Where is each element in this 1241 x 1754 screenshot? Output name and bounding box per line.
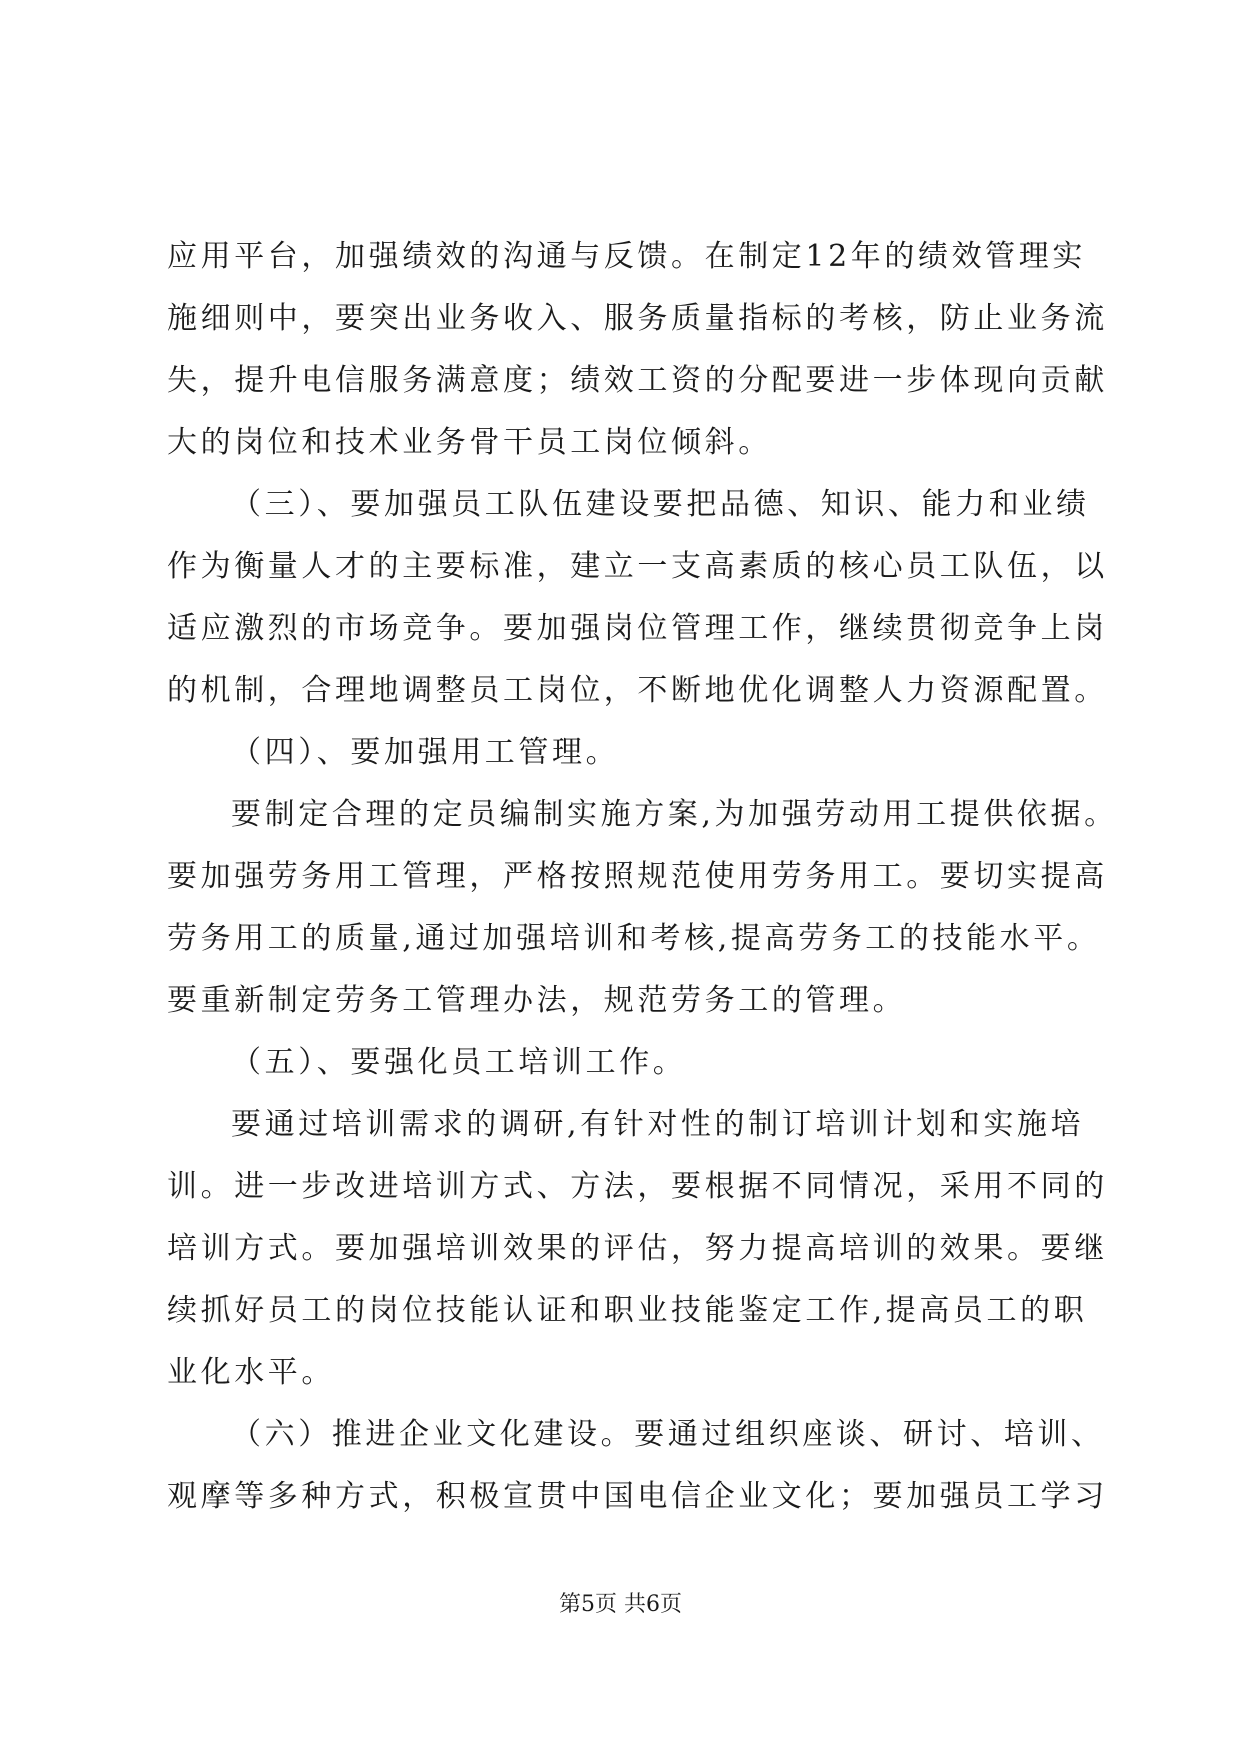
text-line: 要通过培训需求的调研,有针对性的制订培训计划和实施培 (231, 1107, 1085, 1142)
text-line: 作为衡量人才的主要标准，建立一支高素质的核心员工队伍，以 (167, 549, 1108, 584)
text-line: 要制定合理的定员编制实施方案,为加强劳动用工提供依据。 (231, 797, 1118, 832)
section-heading-6: （六）推进企业文化建设。要通过组织座谈、研讨、培训、 (231, 1417, 1105, 1452)
text-line: 适应激烈的市场竞争。要加强岗位管理工作，继续贯彻竞争上岗 (167, 611, 1108, 646)
text-line: 续抓好员工的岗位技能认证和职业技能鉴定工作,提高员工的职 (167, 1293, 1088, 1328)
text-line: 失，提升电信服务满意度；绩效工资的分配要进一步体现向贡献 (167, 363, 1108, 398)
section-heading-3: （三）、要加强员工队伍建设要把品德、知识、能力和业绩 (231, 487, 1090, 522)
text-line: 应用平台，加强绩效的沟通与反馈。在制定12年的绩效管理实 (167, 239, 1086, 274)
text-line: 观摩等多种方式，积极宣贯中国电信企业文化；要加强员工学习 (167, 1479, 1108, 1514)
text-line: 业化水平。 (167, 1355, 335, 1390)
body-text (167, 226, 1118, 1528)
text-line: 要加强劳务用工管理，严格按照规范使用劳务用工。要切实提高 (167, 859, 1108, 894)
text-line: 的机制，合理地调整员工岗位，不断地优化调整人力资源配置。 (167, 673, 1108, 708)
text-line: 劳务用工的质量,通过加强培训和考核,提高劳务工的技能水平。 (167, 921, 1101, 956)
page-number-footer: 第5页 共6页 (559, 1592, 682, 1617)
text-line: 大的岗位和技术业务骨干员工岗位倾斜。 (167, 425, 772, 460)
text-line: 要重新制定劳务工管理办法，规范劳务工的管理。 (167, 983, 907, 1018)
text-line: 训。进一步改进培训方式、方法，要根据不同情况，采用不同的 (167, 1169, 1108, 1204)
text-line: 培训方式。要加强培训效果的评估，努力提高培训的效果。要继 (167, 1231, 1108, 1266)
section-heading-5: （五）、要强化员工培训工作。 (231, 1045, 687, 1080)
text-line: 施细则中，要突出业务收入、服务质量指标的考核，防止业务流 (167, 301, 1108, 336)
section-heading-4: （四）、要加强用工管理。 (231, 735, 620, 770)
